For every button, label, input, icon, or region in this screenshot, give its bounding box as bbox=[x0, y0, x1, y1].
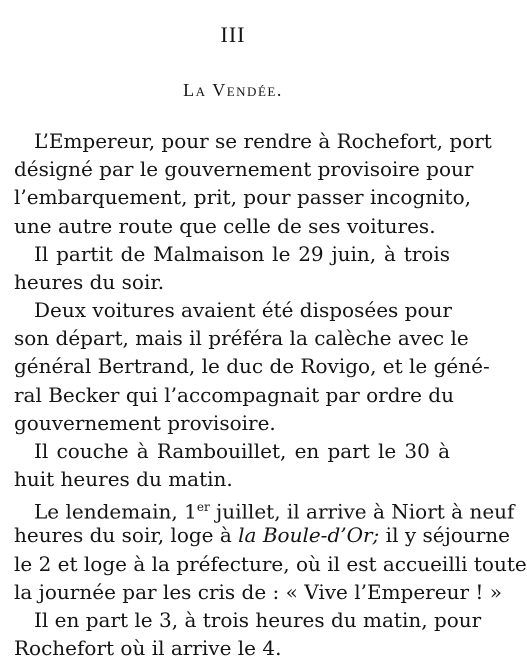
chapter-title: La Vendée. bbox=[183, 80, 283, 100]
paragraph-5-line-2-end: il y séjourne bbox=[379, 523, 510, 547]
paragraph-1-line-2: désigné par le gouvernement provisoire pour bbox=[14, 157, 474, 181]
paragraph-3-line-1: Deux voitures avaient été disposées pour bbox=[34, 298, 452, 322]
paragraph-4-line-2: huit heures du matin. bbox=[14, 467, 233, 491]
paragraph-5-line-1-end: juillet, il arrive à Niort à neuf bbox=[209, 499, 515, 524]
paragraph-2-line-2: heures du soir. bbox=[14, 270, 165, 294]
inn-name-italic: la Boule-d’Or; bbox=[238, 523, 380, 547]
paragraph-1-line-1: L’Empereur, pour se rendre à Rochefort, port bbox=[34, 129, 492, 153]
paragraph-5-line-3: le 2 et loge à la préfecture, où il est accueilli toute bbox=[14, 552, 527, 576]
paragraph-2-line-1: Il partit de Malmaison le 29 juin, à trois bbox=[34, 242, 450, 266]
paragraph-1-line-4: une autre route que celle de ses voitures. bbox=[14, 214, 436, 238]
paragraph-3-line-5: gouvernement provisoire. bbox=[14, 411, 276, 435]
paragraph-6-line-1: Il en part le 3, à trois heures du matin, pour bbox=[34, 608, 482, 632]
paragraph-3-line-2: son départ, mais il préféra la calèche avec le bbox=[14, 326, 469, 350]
paragraph-5-line-4: la journée par les cris de : « Vive l’Empereur ! » bbox=[14, 580, 502, 604]
paragraph-5-line-1-start: Le lendemain, 1 bbox=[34, 499, 197, 524]
paragraph-5-line-2-start: heures du soir, loge à bbox=[14, 523, 239, 547]
paragraph-5-line-2 bbox=[14, 522, 510, 548]
paragraph-3-line-3: général Bertrand, le duc de Rovigo, et le géné- bbox=[14, 354, 490, 378]
paragraph-5-line-1 bbox=[34, 494, 515, 525]
paragraph-6-line-2: Rochefort où il arrive le 4. bbox=[14, 636, 282, 660]
paragraph-3-line-4: ral Becker qui l’accompagnait par ordre du bbox=[14, 383, 454, 407]
ordinal-superscript: er bbox=[196, 500, 210, 514]
paragraph-1-line-3: l’embarquement, prit, pour passer incognito, bbox=[14, 185, 471, 209]
chapter-number: III bbox=[220, 22, 246, 47]
paragraph-4-line-1: Il couche à Rambouillet, en part le 30 à bbox=[34, 439, 450, 463]
